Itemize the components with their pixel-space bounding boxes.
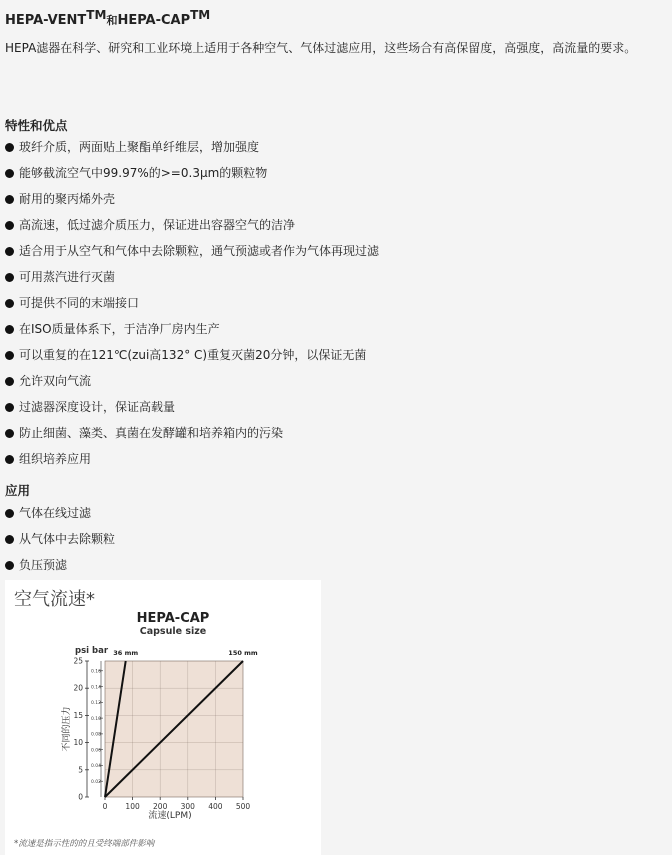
- list-item: 组织培养应用: [5, 446, 379, 472]
- x-tick-label: 200: [153, 802, 168, 811]
- figure-heading: 空气流速*: [14, 589, 95, 610]
- airflow-figure: [5, 580, 321, 855]
- applications-list: [5, 500, 115, 578]
- list-item: 能够截流空气中99.97%的>=0.3μm的颗粒物: [5, 160, 379, 186]
- y-tick-label-psi: 5: [78, 765, 83, 775]
- title-product-cap: HEPA-CAP: [117, 13, 191, 28]
- bullet-icon: [5, 221, 14, 230]
- list-item: 可提供不同的末端接口: [5, 290, 379, 316]
- bullet-icon: [5, 299, 14, 308]
- trademark-mark: TM: [86, 8, 107, 22]
- x-tick-label: 300: [180, 802, 195, 811]
- title-product-vent: HEPA-VENT: [5, 13, 87, 28]
- bullet-icon: [5, 535, 14, 544]
- list-item: 允许双向气流: [5, 368, 379, 394]
- y-tick-label-bar: 0.04: [90, 764, 102, 770]
- y-tick-label-bar: 0.12: [90, 701, 102, 707]
- y-tick-label-psi: 15: [73, 710, 83, 720]
- y-tick-label-bar: 0.16: [90, 669, 102, 675]
- features-list: [5, 134, 379, 472]
- list-item: 高流速，低过滤介质压力，保证进出容器空气的洁净: [5, 212, 379, 238]
- y-tick-label-bar: 0.06: [90, 748, 102, 754]
- y-tick-label-bar: 0.10: [90, 716, 102, 722]
- list-item: 过滤器深度设计，保证高载量: [5, 394, 379, 420]
- title-conjunction: 和: [106, 14, 118, 27]
- y-tick-label-bar: 0.08: [90, 732, 102, 738]
- intro-paragraph: HEPA滤器在科学、研究和工业环境上适用于各种空气、气体过滤应用，这些场合有高保留度，高强度，高流量的要求。: [5, 41, 637, 55]
- bullet-icon: [5, 455, 14, 464]
- y-axis-label: 不同的压力: [62, 706, 72, 752]
- y-tick-label-psi: 20: [73, 683, 83, 693]
- features-heading: 特性和优点: [5, 118, 68, 133]
- y-unit-bar: bar: [92, 646, 109, 656]
- y-tick-label-psi: 0: [78, 792, 83, 802]
- page-title: [5, 8, 210, 28]
- x-tick-label: 400: [208, 802, 223, 811]
- list-item: 玻纤介质，两面贴上聚酯单纤维层，增加强度: [5, 134, 379, 160]
- list-item: 负压预滤: [5, 552, 115, 578]
- bullet-icon: [5, 351, 14, 360]
- list-item: 可用蒸汽进行灭菌: [5, 264, 379, 290]
- airflow-chart: [5, 580, 321, 855]
- trademark-mark: TM: [190, 8, 211, 22]
- bullet-icon: [5, 403, 14, 412]
- y-unit-psi: psi: [75, 646, 90, 656]
- chart-subtitle: Capsule size: [139, 626, 207, 637]
- list-item: 适合用于从空气和气体中去除颗粒，通气预滤或者作为气体再现过滤: [5, 238, 379, 264]
- bullet-icon: [5, 561, 14, 570]
- x-tick-label: 500: [235, 802, 251, 811]
- applications-heading: 应用: [5, 483, 31, 498]
- x-axis-label: 流速(LPM): [148, 811, 192, 821]
- bullet-icon: [5, 377, 14, 386]
- bullet-icon: [5, 325, 14, 334]
- x-tick-label: 0: [102, 802, 108, 811]
- list-item: 气体在线过滤: [5, 500, 115, 526]
- x-tick-label: 100: [125, 802, 140, 811]
- list-item: 在ISO质量体系下，于洁净厂房内生产: [5, 316, 379, 342]
- list-item: 从气体中去除颗粒: [5, 526, 115, 552]
- series-label: 36 mm: [113, 649, 139, 657]
- y-tick-label-psi: 25: [73, 656, 83, 666]
- bullet-icon: [5, 429, 14, 438]
- chart-title: HEPA-CAP: [136, 611, 210, 626]
- bullet-icon: [5, 143, 14, 152]
- y-tick-label-bar: 0.14: [90, 685, 102, 691]
- figure-footnote: *流速是指示性的的且受终端部件影响: [14, 839, 155, 849]
- list-item: 防止细菌、藻类、真菌在发酵罐和培养箱内的污染: [5, 420, 379, 446]
- y-tick-label-bar: 0.02: [90, 780, 102, 786]
- list-item: 可以重复的在121℃(zui高132° C)重复灭菌20分钟，以保证无菌: [5, 342, 379, 368]
- bullet-icon: [5, 247, 14, 256]
- bullet-icon: [5, 273, 14, 282]
- list-item: 耐用的聚丙烯外壳: [5, 186, 379, 212]
- bullet-icon: [5, 509, 14, 518]
- y-tick-label-psi: 10: [73, 738, 83, 748]
- series-label: 150 mm: [228, 649, 258, 657]
- bullet-icon: [5, 169, 14, 178]
- bullet-icon: [5, 195, 14, 204]
